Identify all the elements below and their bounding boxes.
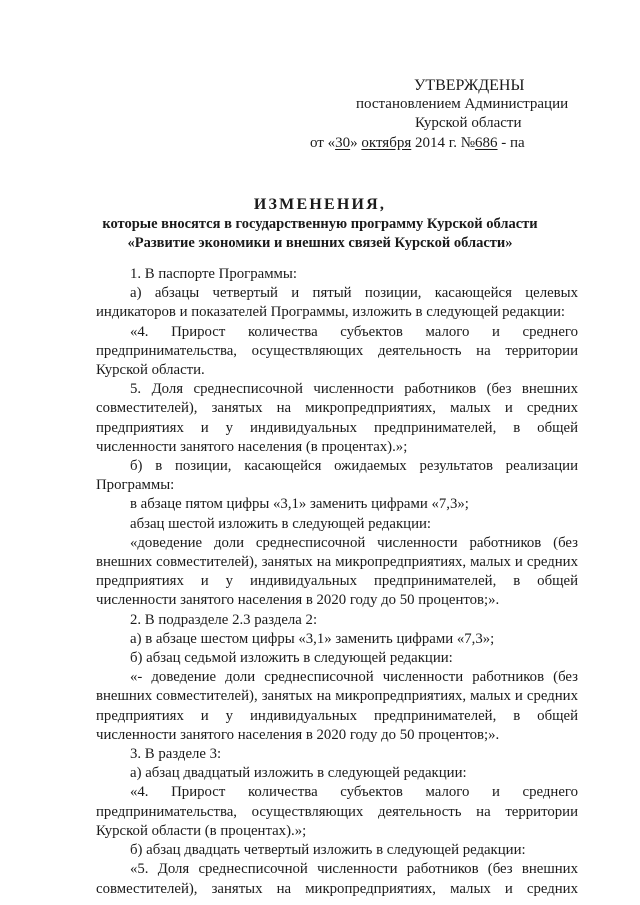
date-prefix: от « [310,135,336,151]
paragraph: 5. Доля среднесписочной численности работников (без внешних совместителей), занятых на микропредприятиях, малых и средних предприятиях и у индивидуальных предпринимателей, в общей численности занятого населения (в процентах).»; [96,381,578,455]
document-subtitle-2: «Развитие экономики и внешних связей Курской области» [127,235,513,251]
decree-number: 686 [475,135,498,151]
paragraph: 1. В паспорте Программы: [130,266,297,282]
paragraph: б) абзац двадцать четвертый изложить в следующей редакции: [130,842,526,859]
paragraph: б) в позиции, касающейся ожидаемых результатов реализации Программы: [96,458,578,494]
decree-suffix: - па [501,135,525,151]
paragraph: а) в абзаце шестом цифры «3,1» заменить цифрами «7,3»; [130,630,495,647]
date-month: октября [361,135,412,151]
approval-issuer: постановлением Администрации [356,96,569,112]
paragraph: «5. Доля среднесписочной численности работников (без внешних совместителей), занятых на микропредприятиях, малых и средних [96,861,578,897]
paragraph: а) абзац двадцатый изложить в следующей редакции: [130,765,467,782]
document-subtitle-1: которые вносятся в государственную программу Курской области [102,216,538,232]
approval-title: УТВЕРЖДЕНЫ [414,77,525,94]
paragraph: «4. Прирост количества субъектов малого и среднего предпринимательства, осуществляющих деятельность на территории Курской области. [96,323,578,379]
approval-date-line [310,134,525,153]
paragraph: «доведение доли среднесписочной численности работников (без внешних совместителей), занятых на микропредприятиях, малых и средних предприятиях и у индивидуальных предпринимателей, в общей численности занятого населения в 2020 году до 50 процентов;». [96,534,578,609]
paragraph: «4. Прирост количества субъектов малого и среднего предпринимательства, осуществляющих деятельность на территории Курской области (в процентах).»; [96,784,578,839]
paragraph: 3. В разделе 3: [130,746,222,763]
date-day: 30 [335,135,351,151]
paragraph: а) абзацы четвертый и пятый позиции, касающейся целевых индикаторов и показателей Программы, изложить в следующей редакции: [96,285,578,321]
paragraph: абзац шестой изложить в следующей редакции: [130,515,432,532]
paragraph: «- доведение доли среднесписочной численности работников (без внешних совместителей), занятых на микропредприятиях, малых и средних предприятиях и у индивидуальных предпринимателей, в общей численности занятого населения в 2020 году до 50 процентов;». [96,669,578,743]
paragraph: б) абзац седьмой изложить в следующей редакции: [130,650,453,667]
approval-region: Курской области [415,115,522,131]
document-title: ИЗМЕНЕНИЯ, [253,196,387,213]
date-year: 2014 г. № [415,135,476,151]
paragraph: в абзаце пятом цифры «3,1» заменить цифрами «7,3»; [130,496,469,513]
date-mid: » [350,135,358,151]
paragraph: 2. В подразделе 2.3 раздела 2: [130,611,318,628]
document-body [96,265,578,899]
